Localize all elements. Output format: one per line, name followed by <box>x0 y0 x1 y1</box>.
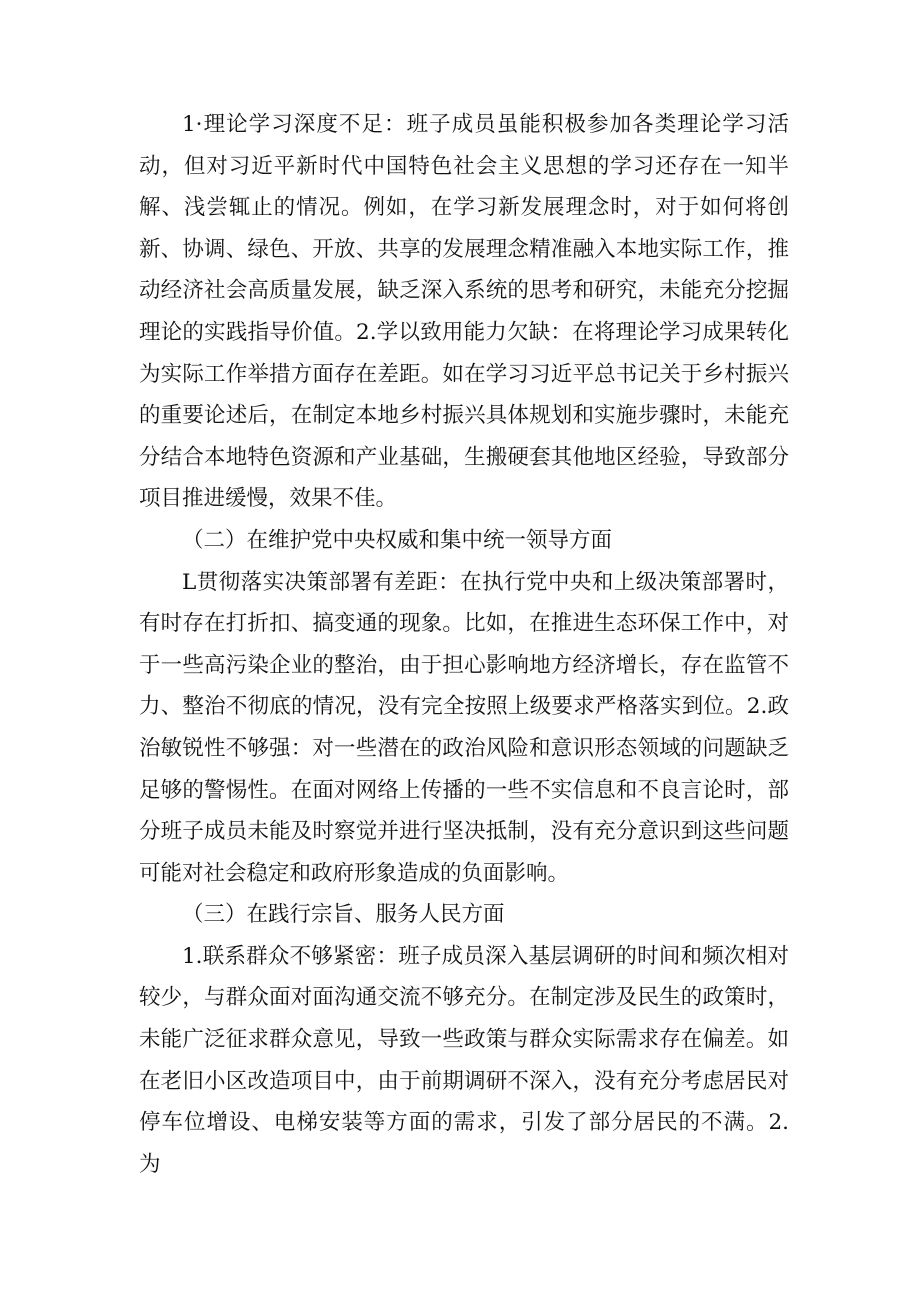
paragraph-theory-study: 1·理论学习深度不足：班子成员虽能积极参加各类理论学习活动，但对习近平新时代中国特色社会主义思想的学习还存在一知半解、浅尝辄止的情况。例如，在学习新发展理念时，对于如何将创新、协调、绿色、开放、共享的发展理念精准融入本地实际工作，推动经济社会高质量发展，缺乏深入系统的思考和研究，未能充分挖掘理论的实践指导价值。2.学以致用能力欠缺：在将理论学习成果转化为实际工作举措方面存在差距。如在学习习近平总书记关于乡村振兴的重要论述后，在制定本地乡村振兴具体规划和实施步骤时，未能充分结合本地特色资源和产业基础，生搬硬套其他地区经验，导致部分项目推进缓慢，效果不佳。 <box>139 112 789 512</box>
document-body <box>139 104 789 1185</box>
paragraph-party-authority: L贯彻落实决策部署有差距：在执行党中央和上级决策部署时，有时存在打折扣、搞变通的现象。比如，在推进生态环保工作中，对于一些高污染企业的整治，由于担心影响地方经济增长，存在监管不力、整治不彻底的情况，没有完全按照上级要求严格落实到位。2.政治敏锐性不够强：对一些潜在的政治风险和意识形态领域的问题缺乏足够的警惕性。在面对网络上传播的一些不实信息和不良言论时，部分班子成员未能及时察觉并进行坚决抵制，没有充分意识到这些问题可能对社会稳定和政府形象造成的负面影响。 <box>139 569 789 886</box>
section-heading-2: （二）在维护党中央权威和集中统一领导方面 <box>182 527 613 553</box>
paragraph-serve-people: 1.联系群众不够紧密：班子成员深入基层调研的时间和频次相对较少，与群众面对面沟通交流不够充分。在制定涉及民生的政策时，未能广泛征求群众意见，导致一些政策与群众实际需求存在偏差。如在老旧小区改造项目中，由于前期调研不深入，没有充分考虑居民对停车位增设、电梯安装等方面的需求，引发了部分居民的不满。2. 为 <box>139 943 789 1177</box>
section-heading-3: （三）在践行宗旨、服务人民方面 <box>182 902 505 928</box>
